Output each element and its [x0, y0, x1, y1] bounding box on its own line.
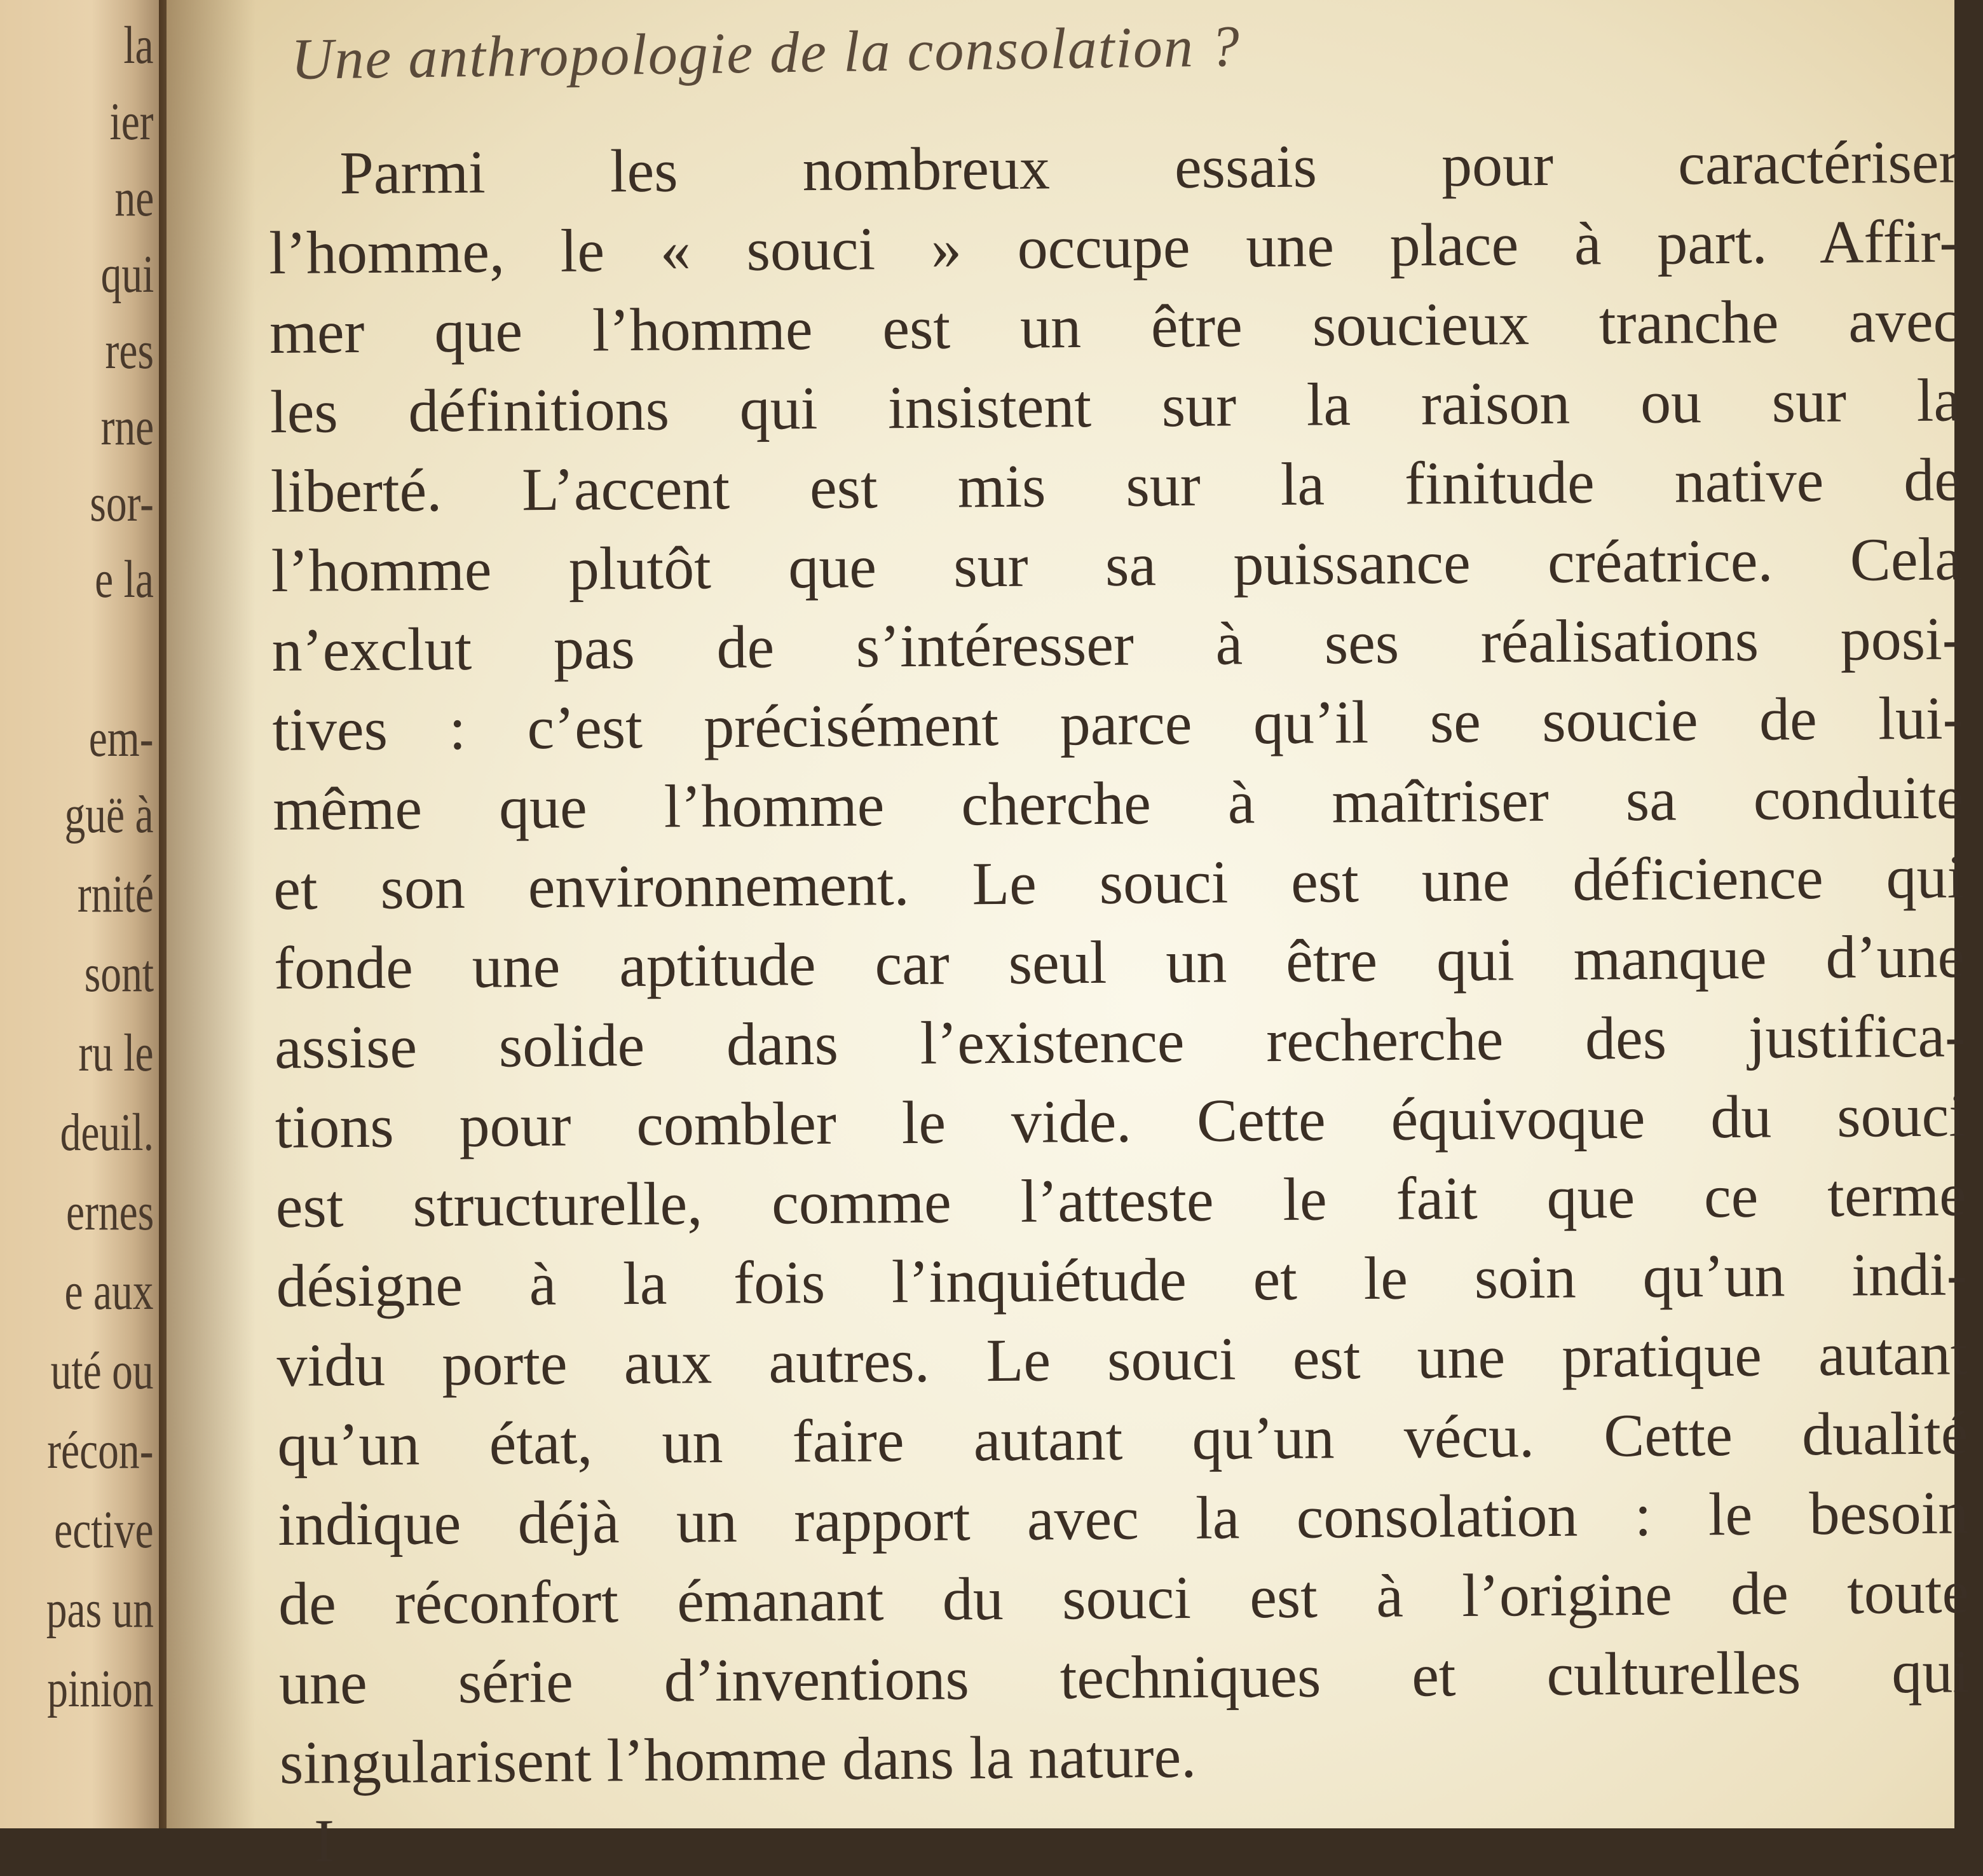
- paragraph-line: fonde une aptitude car seul un être qui manque d’une: [273, 922, 1965, 1002]
- left-page-fragment: pinion: [47, 1659, 154, 1718]
- running-head: Une anthropologie de la consolation ?: [290, 13, 1241, 92]
- left-page-fragment: ru le: [78, 1024, 154, 1083]
- body-paragraph: [268, 121, 1983, 1802]
- paragraph-line: singularisent l’homme dans la nature.: [279, 1722, 1197, 1797]
- left-page-fragment: ne: [114, 168, 154, 228]
- paragraph-line: mer que l’homme est un être soucieux tranche avec: [269, 286, 1961, 366]
- left-page-fragment: rne: [100, 397, 154, 456]
- paragraph-line: qu’un état, un faire autant qu’un vécu. Cette dualité: [277, 1399, 1968, 1479]
- left-page-fragment: récon-: [47, 1421, 154, 1480]
- paragraph-line: l’homme plutôt que sur sa puissance créatrice. Cela: [271, 524, 1963, 605]
- paragraph-line: tives : c’est précisément parce qu’il se soucie de lui-: [272, 683, 1963, 763]
- left-page-fragment: uté ou: [51, 1341, 154, 1400]
- left-page-fragment: pas un: [46, 1580, 154, 1639]
- paragraph-line: même que l’homme cherche à maîtriser sa conduite: [273, 763, 1964, 843]
- paragraph-line: une série d’inventions techniques et culturelles qui: [278, 1637, 1970, 1717]
- paragraph-line: vidu porte aux autres. Le souci est une pratique autant: [276, 1319, 1968, 1399]
- left-page-fragment: ective: [54, 1500, 154, 1559]
- paragraph-line: l’homme, le « souci » occupe une place à part. Affir-: [268, 207, 1960, 287]
- left-page-fragment: ier: [109, 92, 154, 151]
- paragraph-line: les définitions qui insistent sur la raison ou sur la: [269, 366, 1961, 446]
- left-page: [0, 0, 167, 1828]
- left-page-fragment: sor-: [90, 474, 154, 533]
- left-page-fragment: res: [105, 321, 154, 380]
- left-page-fragment: ernes: [65, 1182, 154, 1242]
- left-page-fragment: deuil.: [60, 1103, 154, 1162]
- paragraph-line: n’exclut pas de s’intéresser à ses réalisations posi-: [271, 604, 1963, 684]
- paragraph-line: désigne à la fois l’inquiétude et le soin qu’un indi-: [276, 1240, 1967, 1320]
- paragraph-line: est structurelle, comme l’atteste le fait que ce terme: [275, 1160, 1967, 1240]
- left-page-fragment: qui: [100, 245, 154, 304]
- next-line-start: I: [314, 1807, 334, 1875]
- left-page-fragment: e la: [95, 550, 154, 609]
- left-page-fragment: rnité: [77, 865, 154, 924]
- left-page-fragment: la: [123, 16, 154, 75]
- paragraph-line: et son environnement. Le souci est une déficience qui: [273, 842, 1965, 922]
- left-page-fragment: guë à: [64, 785, 154, 844]
- left-page-fragment: sont: [84, 944, 154, 1003]
- paragraph-line: Parmi les nombreux essais pour caractériser: [339, 127, 1959, 207]
- right-page: [167, 0, 1970, 1875]
- paragraph-line: indique déjà un rapport avec la consolation : le besoin: [277, 1478, 1969, 1558]
- left-page-fragments: [0, 0, 167, 1828]
- left-page-fragment: em-: [89, 709, 154, 768]
- paragraph-line: liberté. L’accent est mis sur la finitude native de: [270, 445, 1962, 525]
- paragraph-line: de réconfort émanant du souci est à l’origine de toute: [278, 1558, 1970, 1638]
- left-page-fragment: e aux: [64, 1262, 154, 1321]
- paragraph-line: tions pour combler le vide. Cette équivoque du souci: [275, 1081, 1966, 1161]
- paragraph-line: assise solide dans l’existence recherche des justifica-: [274, 1001, 1966, 1081]
